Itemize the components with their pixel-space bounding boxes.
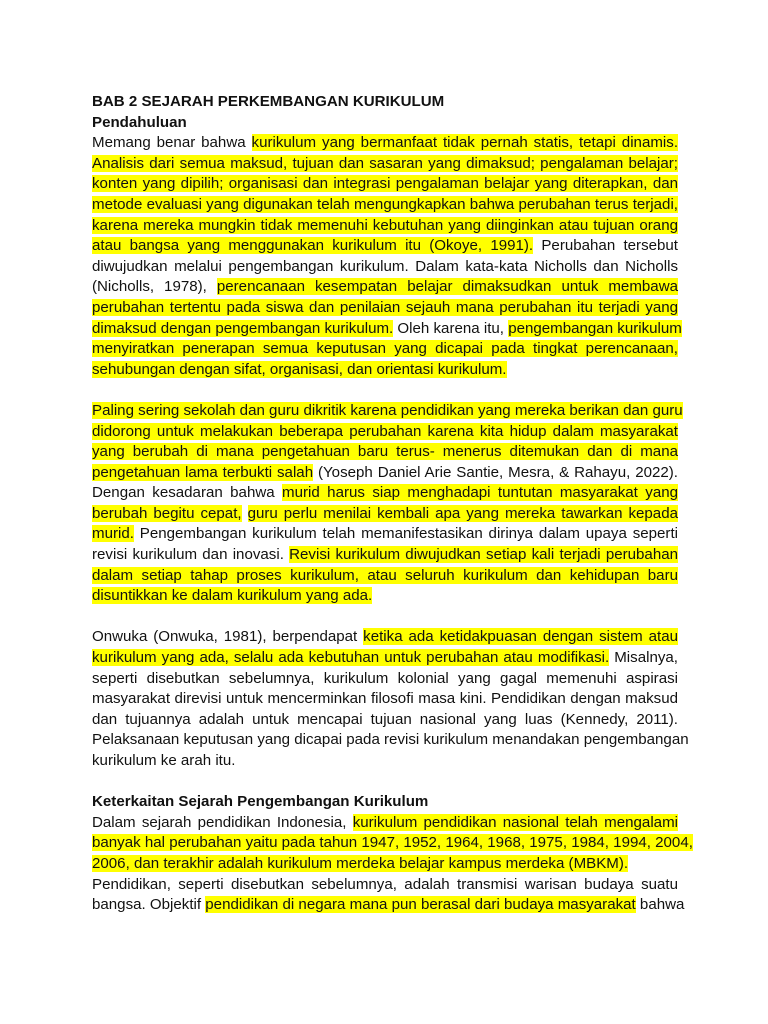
text-line xyxy=(92,710,678,731)
text-span: masyarakat direvisi untuk mencerminkan filosofi masa kini. Pendidikan dengan maksud xyxy=(92,690,678,708)
text-line xyxy=(92,401,683,422)
text-line xyxy=(92,833,693,854)
highlighted-text: berubah begitu cepat, xyxy=(92,504,242,522)
text-line xyxy=(92,216,678,237)
text-line xyxy=(92,483,678,504)
highlighted-text: murid harus siap menghadapi tuntutan masyarakat yang xyxy=(282,484,679,502)
text-line xyxy=(92,360,678,381)
highlighted-text: karena mereka mungkin tidak memenuhi kebutuhan yang diinginkan atau tujuan orang xyxy=(92,216,678,234)
text-line xyxy=(92,257,678,278)
text-line xyxy=(92,751,678,772)
text-line xyxy=(92,195,678,216)
text-line xyxy=(92,627,678,648)
text-span: Dalam sejarah pendidikan Indonesia, xyxy=(92,813,353,831)
text-span: Pendidikan, seperti disebutkan sebelumnya, adalah transmisi warisan budaya suatu xyxy=(92,875,678,893)
text-span: (Yoseph Daniel Arie Santie, Mesra, & Rahayu, 2022). xyxy=(313,463,678,481)
paragraph-gap xyxy=(92,607,678,628)
text-line xyxy=(92,442,678,463)
highlighted-text: sehubungan dengan sifat, organisasi, dan orientasi kurikulum. xyxy=(92,360,507,378)
paragraph xyxy=(92,627,689,771)
section-gap xyxy=(92,772,678,793)
text-span: revisi kurikulum dan inovasi. xyxy=(92,546,290,564)
text-line xyxy=(92,133,678,154)
text-span: seperti disebutkan sebelumnya, kurikulum kolonial yang gagal memenuhi aspirasi xyxy=(92,669,678,687)
text-span: Pengembangan kurikulum telah memanifestasikan dirinya dalam upaya seperti xyxy=(133,525,678,543)
paragraph xyxy=(92,875,685,916)
highlighted-text: perencanaan kesempatan belajar dimaksudkan untuk membawa xyxy=(216,278,678,296)
text-span: kurikulum ke arah itu. xyxy=(92,752,236,769)
paragraph xyxy=(92,813,693,875)
paragraph xyxy=(92,401,683,607)
paragraph-gap xyxy=(92,380,678,401)
text-line xyxy=(92,277,678,298)
text-line xyxy=(92,463,678,484)
highlighted-text: Analisis dari semua maksud, tujuan dan sasaran yang dimaksud; pengalaman belajar; xyxy=(92,154,678,172)
document-body xyxy=(92,113,693,916)
text-span: bangsa. Objektif xyxy=(92,896,206,914)
text-span xyxy=(242,505,248,522)
text-line xyxy=(92,339,678,360)
highlighted-text: perubahan tertentu pada siswa dan penilaian sejauh mana perubahan itu terjadi yang xyxy=(92,298,678,316)
highlighted-text: kurikulum pendidikan nasional telah mengalami xyxy=(352,813,678,831)
highlighted-text: 2006, dan terakhir adalah kurikulum merdeka belajar kampus merdeka (MBKM). xyxy=(92,854,629,872)
text-span: Perubahan tersebut xyxy=(533,237,678,255)
text-line xyxy=(92,566,678,587)
highlighted-text: guru perlu menilai kembali apa yang mereka tawarkan kepada xyxy=(247,504,678,522)
section-heading: Pendahuluan xyxy=(92,113,187,131)
text-span: Dengan kesadaran bahwa xyxy=(92,484,283,502)
text-span: dan tujuannya adalah untuk mencapai tujuan nasional yang luas (Kennedy, 2011). xyxy=(92,710,678,728)
highlighted-text: pendidikan di negara mana pun berasal dari budaya masyarakat xyxy=(205,896,636,914)
section-heading: Keterkaitan Sejarah Pengembangan Kurikulum xyxy=(92,793,429,811)
chapter-title: BAB 2 SEJARAH PERKEMBANGAN KURIKULUM xyxy=(92,93,445,110)
text-line xyxy=(92,524,678,545)
highlighted-text: pengembangan kurikulum xyxy=(508,319,682,337)
text-line xyxy=(92,422,678,443)
highlighted-text: menyiratkan penerapan semua keputusan yang dicapai pada tingkat perencanaan, xyxy=(92,340,678,358)
highlighted-text: banyak hal perubahan yaitu pada tahun 1947, 1952, 1964, 1968, 1975, 1984, 1994, 2004, xyxy=(92,834,693,852)
text-span: (Nicholls, 1978), xyxy=(92,278,217,296)
highlighted-text: dalam setiap tahap proses kurikulum, atau seluruh kurikulum dan kehidupan baru xyxy=(92,566,678,584)
paragraph xyxy=(92,133,682,380)
text-span: diwujudkan melalui pengembangan kurikulum. Dalam kata-kata Nicholls dan Nicholls xyxy=(92,257,678,275)
text-line xyxy=(92,689,678,710)
highlighted-text: kurikulum yang bermanfaat tidak pernah statis, tetapi dinamis. xyxy=(251,134,679,152)
highlighted-text: yang berubah di mana pengetahuan baru terus- menerus ditemukan dan di mana xyxy=(92,443,678,461)
highlighted-text: didorong untuk melakukan beberapa perubahan karena kita hidup dalam masyarakat xyxy=(92,422,678,440)
text-line xyxy=(92,319,682,340)
highlighted-text: pengetahuan lama terbukti salah xyxy=(92,463,314,481)
highlighted-text: dimaksud dengan pengembangan kurikulum. xyxy=(92,319,394,337)
text-span: bahwa xyxy=(635,896,685,914)
highlighted-text: ketika ada ketidakpuasan dengan sistem atau xyxy=(363,628,678,646)
text-line xyxy=(92,504,678,525)
text-line xyxy=(92,586,678,607)
highlighted-text: metode evaluasi yang digunakan telah mengungkapkan bahwa perubahan terus terjadi, xyxy=(92,195,678,213)
text-line xyxy=(92,648,678,669)
highlighted-text: murid. xyxy=(92,525,134,543)
text-line xyxy=(92,174,678,195)
text-line xyxy=(92,875,678,896)
text-line xyxy=(92,545,678,566)
highlighted-text: kurikulum yang ada, selalu ada kebutuhan untuk perubahan atau modifikasi. xyxy=(92,649,610,667)
highlighted-text: atau bangsa yang menggunakan kurikulum itu (Okoye, 1991). xyxy=(92,237,534,255)
highlighted-text: Revisi kurikulum diwujudkan setiap kali terjadi perubahan xyxy=(289,546,678,564)
highlighted-text: Paling sering sekolah dan guru dikritik karena pendidikan yang mereka berikan dan guru xyxy=(92,401,683,419)
text-line xyxy=(92,236,678,257)
text-span: Pelaksanaan keputusan yang dicapai pada revisi kurikulum menandakan pengembangan xyxy=(92,731,689,749)
text-span: Onwuka (Onwuka, 1981), berpendapat xyxy=(92,628,364,646)
text-span: Misalnya, xyxy=(609,649,678,667)
highlighted-text: konten yang dipilih; organisasi dan integrasi pengalaman belajar yang diterapkan, dan xyxy=(92,175,678,193)
text-line xyxy=(92,895,685,916)
text-span: Memang benar bahwa xyxy=(92,134,252,152)
highlighted-text: disuntikkan ke dalam kurikulum yang ada. xyxy=(92,587,373,605)
text-line xyxy=(92,813,678,834)
text-line xyxy=(92,854,678,875)
text-line xyxy=(92,298,678,319)
text-line xyxy=(92,669,678,690)
text-span: Oleh karena itu, xyxy=(393,319,509,337)
text-line xyxy=(92,730,689,751)
text-line xyxy=(92,154,678,175)
